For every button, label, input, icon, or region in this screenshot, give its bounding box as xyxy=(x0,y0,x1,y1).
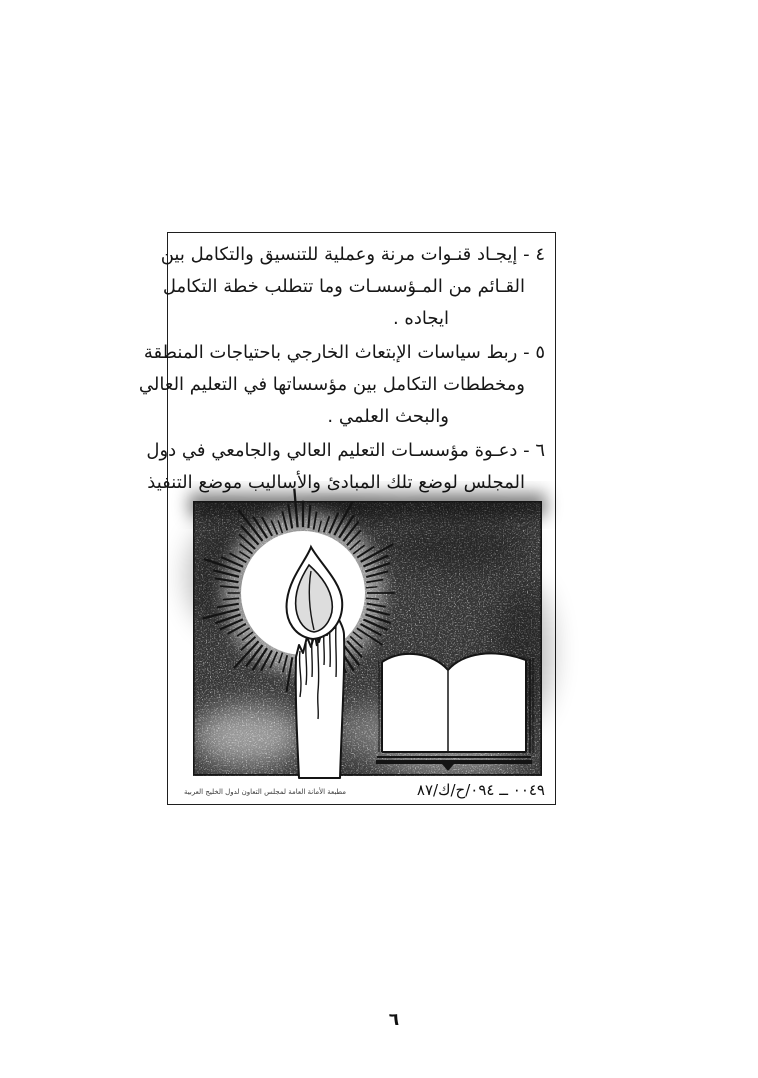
item-6-text-1: دعـوة مؤسسـات التعليم العالي والجامعي في دول xyxy=(146,440,518,461)
list-item-4 xyxy=(160,239,545,335)
item-6-line-2: المجلس لوضع تلك المبادئ والأساليب موضع التنفيذ xyxy=(147,472,525,493)
illustration-svg xyxy=(193,501,542,780)
item-4-number: ٤ - xyxy=(523,244,545,265)
body-text xyxy=(138,233,555,499)
item-4-text-1: إيجـاد قنـوات مرنة وعملية للتنسيق والتكامل بين xyxy=(160,244,518,265)
item-4-line-3: ايجاده . xyxy=(392,308,449,329)
imprint-row xyxy=(184,781,545,799)
item-5-line-2: ومخططات التكامل بين مؤسساتها في التعليم العالي xyxy=(138,374,525,395)
item-5-line-1 xyxy=(143,337,545,369)
list-item-6 xyxy=(146,435,545,499)
item-6-number: ٦ - xyxy=(523,440,545,461)
printer-imprint: مطبعة الأمانة العامة لمجلس التعاون لدول الخليج العربية xyxy=(184,788,347,796)
candle-and-book-illustration xyxy=(193,501,542,780)
item-5-line-3: والبحث العلمي . xyxy=(327,406,449,427)
item-5-number: ٥ - xyxy=(523,342,545,363)
item-4-line-2: القـائم من المـؤسسـات وما تتطلب خطة التكامل xyxy=(162,276,525,297)
page-number: ٦ xyxy=(388,1010,400,1030)
list-item-5 xyxy=(138,337,545,433)
item-5-text-1: ربط سياسات الإبتعاث الخارجي باحتياجات المنطقة xyxy=(143,342,518,363)
content-box xyxy=(138,232,556,805)
document-code: ٠٠٤٩ ــ ٠٩٤/ح/ك/٨٧ xyxy=(416,781,545,799)
item-6-line-1 xyxy=(146,435,545,467)
item-4-line-1 xyxy=(160,239,545,271)
